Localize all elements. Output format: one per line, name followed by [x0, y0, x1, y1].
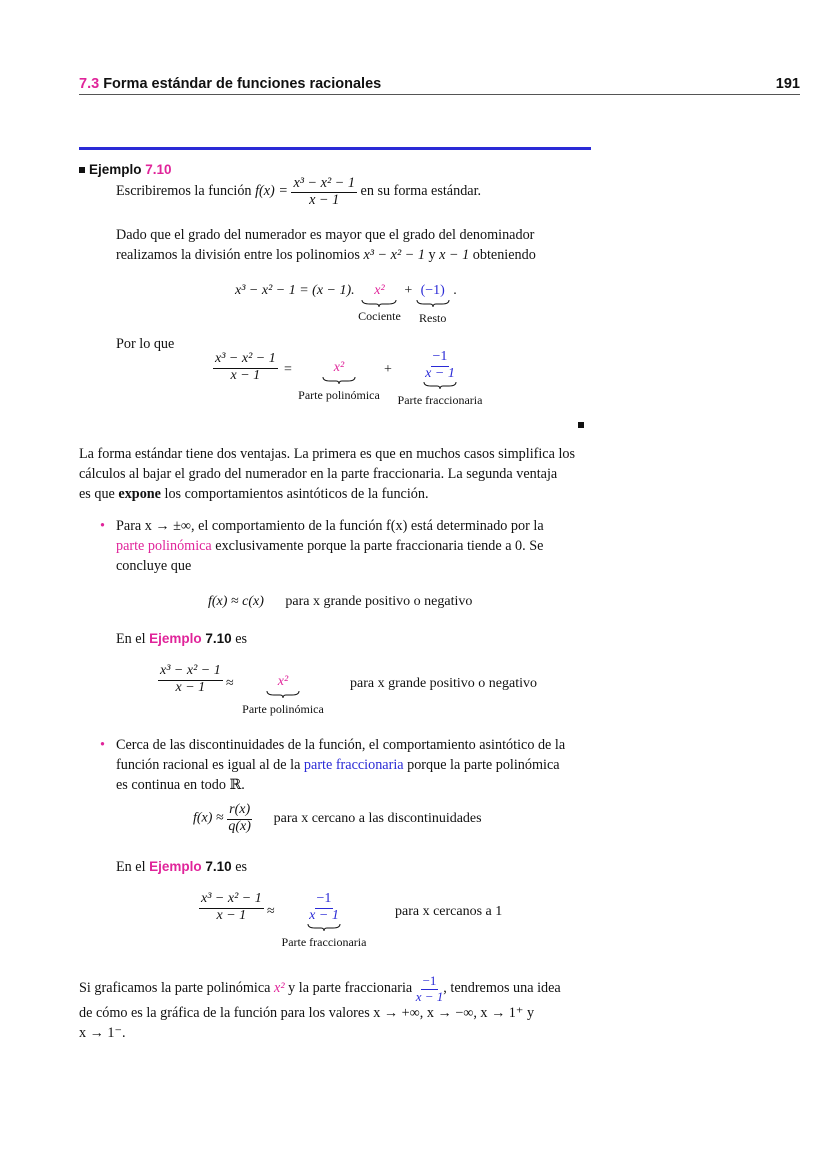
ejemplo-num-1: 7.10 [205, 631, 232, 646]
b1-ex-fraction [158, 664, 223, 695]
division-equation: x³ − x² − 1 = (x − 1). x² Cociente + (−1) Resto . [235, 283, 457, 325]
header-rule [79, 94, 800, 95]
intro-denominator: x − 1 [309, 191, 340, 208]
b1-example-ref [116, 629, 247, 649]
plus-sign: + [404, 283, 413, 298]
b2-ex-equation [199, 892, 264, 923]
b1-eq-note: para x grande positivo o negativo [285, 594, 473, 609]
final-paragraph [79, 974, 599, 1043]
final-l1b: y la parte fraccionaria [288, 979, 413, 996]
sf-frac-group [395, 350, 485, 408]
b2-ex-num: x³ − x² − 1 [199, 892, 264, 909]
p1-line2-text: realizamos la división entre los polinomios [116, 247, 360, 263]
cociente-value: x² [374, 283, 385, 298]
b2-ex-den: x − 1 [216, 907, 247, 923]
p1-line2 [116, 245, 591, 265]
parte-polinomica-link[interactable]: parte polinómica [116, 538, 212, 554]
sf-poly-col [296, 360, 382, 403]
para1-l3b: los comportamientos asintóticos de la función. [164, 486, 429, 502]
sf-fraction [213, 352, 278, 383]
final-line1 [79, 974, 599, 1003]
final-l1c: , tendremos una idea [443, 979, 561, 996]
b2-approx: ≈ [267, 904, 275, 919]
b2-line3: es continua en todo ℝ. [116, 777, 245, 793]
b1-poly-col [238, 674, 328, 717]
b1-poly-label: Parte polinómica [242, 702, 324, 716]
b2-frac-fraction [309, 892, 339, 923]
sf-frac-label: Parte fraccionaria [397, 393, 483, 408]
sf-frac-brace-icon [423, 381, 457, 389]
b2-frac-label: Parte fraccionaria [281, 935, 367, 950]
division-lhs: x³ − x² − 1 = (x − 1). [235, 283, 355, 298]
b2-frac-den: x − 1 [309, 907, 339, 923]
en-el-2: En el [116, 859, 146, 875]
final-l1a: Si graficamos la parte polinómica [79, 979, 271, 996]
por-lo-que: Por lo que [116, 336, 175, 352]
example-paragraph [116, 225, 591, 265]
b2-l2a: función racional es igual al de la [116, 757, 301, 773]
b2-equation [193, 803, 482, 834]
intro-text: Escribiremos la función [116, 183, 252, 200]
b1-equation [208, 594, 472, 610]
para1-line2: cálculos al bajar el grado del numerador en la parte fraccionaria. La segunda ventaja [79, 466, 558, 482]
b2-line2 [116, 755, 596, 775]
para1-l3a: es que [79, 486, 115, 502]
sf-frac-num: −1 [431, 350, 450, 367]
en-el-1: En el [116, 631, 146, 647]
b2-ex-fraction [199, 892, 264, 923]
example-heading [79, 162, 172, 177]
p1-divisor: x − 1 [439, 247, 470, 263]
intro-text-end: en su forma estándar. [360, 183, 482, 200]
b1-ex-den: x − 1 [175, 679, 206, 695]
b2-l2b: porque la parte polinómica [407, 757, 560, 773]
ejemplo-num-2: 7.10 [205, 859, 232, 874]
bullet-2-text [116, 735, 596, 795]
body-paragraph [79, 444, 599, 504]
standard-form-equation [213, 352, 278, 383]
cociente-brace-icon [361, 299, 397, 307]
sf-poly-value: x² [333, 360, 345, 375]
section-title: Forma estándar de funciones racionales [103, 76, 382, 92]
final-frac-num: −1 [422, 973, 437, 988]
final-line2: de cómo es la gráfica de la función para los valores x → +∞, x → −∞, x → 1⁺ y [79, 1005, 535, 1022]
sf-frac-col [395, 350, 485, 408]
intro-numerator: x³ − x² − 1 [293, 175, 355, 191]
resto-brace-icon [416, 299, 450, 307]
example-intro [116, 176, 596, 208]
ejemplo-link-2[interactable]: Ejemplo [149, 859, 202, 874]
sf-poly-brace-icon [322, 376, 356, 384]
b2-example-ref [116, 857, 247, 877]
sf-denominator: x − 1 [230, 367, 261, 383]
sf-poly-label: Parte polinómica [298, 388, 380, 402]
b1-ex-equation [158, 664, 223, 695]
b1-poly-group [238, 674, 328, 717]
page-number: 191 [775, 76, 800, 92]
p1-y: y [428, 247, 436, 263]
bullet-1-text [116, 516, 596, 576]
final-fraction [416, 974, 444, 1003]
sf-plus: + [384, 362, 392, 377]
fx-label: f(x) = [255, 183, 288, 200]
b2-q: q(x) [228, 818, 251, 834]
b1-ex-num: x³ − x² − 1 [158, 664, 223, 681]
cociente-label: Cociente [358, 309, 401, 323]
b2-r: r(x) [227, 803, 252, 820]
sf-equals: = [284, 362, 292, 377]
bullet-2-icon: • [100, 737, 105, 753]
final-line3: x → 1⁻. [79, 1025, 126, 1042]
cociente-group [358, 283, 401, 324]
parte-fraccionaria-link[interactable]: parte fraccionaria [303, 757, 404, 773]
example-end-marker [578, 422, 584, 428]
example-number: 7.10 [145, 162, 172, 177]
b1-line1: Para x → ±∞, el comportamiento de la función f(x) está determinado por la [116, 518, 544, 534]
para1-bold: expone [118, 486, 161, 502]
b1-line3: concluye que [116, 558, 192, 574]
b2-ex-note: para x cercanos a 1 [395, 904, 503, 919]
b2-eq-note: para x cercano a las discontinuidades [273, 810, 482, 826]
resto-label: Resto [419, 311, 447, 325]
sf-poly-group [296, 360, 382, 403]
sf-frac-den: x − 1 [425, 365, 455, 381]
b1-approx: ≈ [226, 676, 234, 691]
b1-poly-brace-icon [266, 690, 300, 698]
p1-line1: Dado que el grado del numerador es mayor que el grado del denominador [116, 227, 535, 243]
b1-l2: exclusivamente porque la parte fraccionaria tiende a 0. Se [215, 538, 544, 554]
b1-line2 [116, 536, 596, 556]
running-header [79, 76, 381, 92]
b2-line1: Cerca de las discontinuidades de la función, el comportamiento asintótico de la [116, 737, 566, 753]
sf-numerator: x³ − x² − 1 [213, 352, 278, 369]
b2-eq-fraction [227, 803, 252, 834]
es-1: es [235, 631, 248, 647]
b1-ex-note: para x grande positivo o negativo [350, 676, 538, 691]
b2-frac-group [279, 892, 369, 950]
example-label: Ejemplo [89, 162, 142, 177]
para1-line1: La forma estándar tiene dos ventajas. La primera es que en muchos casos simplifica los [79, 446, 576, 462]
b2-frac-brace-icon [307, 923, 341, 931]
para1-line3 [79, 484, 599, 504]
example-marker-icon [79, 167, 85, 173]
b2-eq-lhs: f(x) ≈ [193, 810, 224, 826]
b2-frac-num: −1 [315, 892, 334, 909]
b1-poly-value: x² [277, 674, 289, 689]
bullet-1-icon: • [100, 518, 105, 534]
ejemplo-link-1[interactable]: Ejemplo [149, 631, 202, 646]
sf-frac-fraction [425, 350, 455, 381]
intro-fraction [291, 176, 357, 208]
example-top-bar [79, 147, 591, 150]
b1-eq: f(x) ≈ c(x) [208, 594, 264, 609]
final-x2: x² [274, 979, 285, 996]
b2-frac-col [279, 892, 369, 950]
p1-poly: x³ − x² − 1 [363, 247, 425, 263]
resto-group [416, 283, 450, 326]
resto-value: (−1) [420, 283, 445, 298]
es-2: es [235, 859, 248, 875]
final-frac-den: x − 1 [415, 988, 444, 1004]
section-number: 7.3 [79, 76, 100, 92]
p1-obteniendo: obteniendo [472, 247, 536, 263]
